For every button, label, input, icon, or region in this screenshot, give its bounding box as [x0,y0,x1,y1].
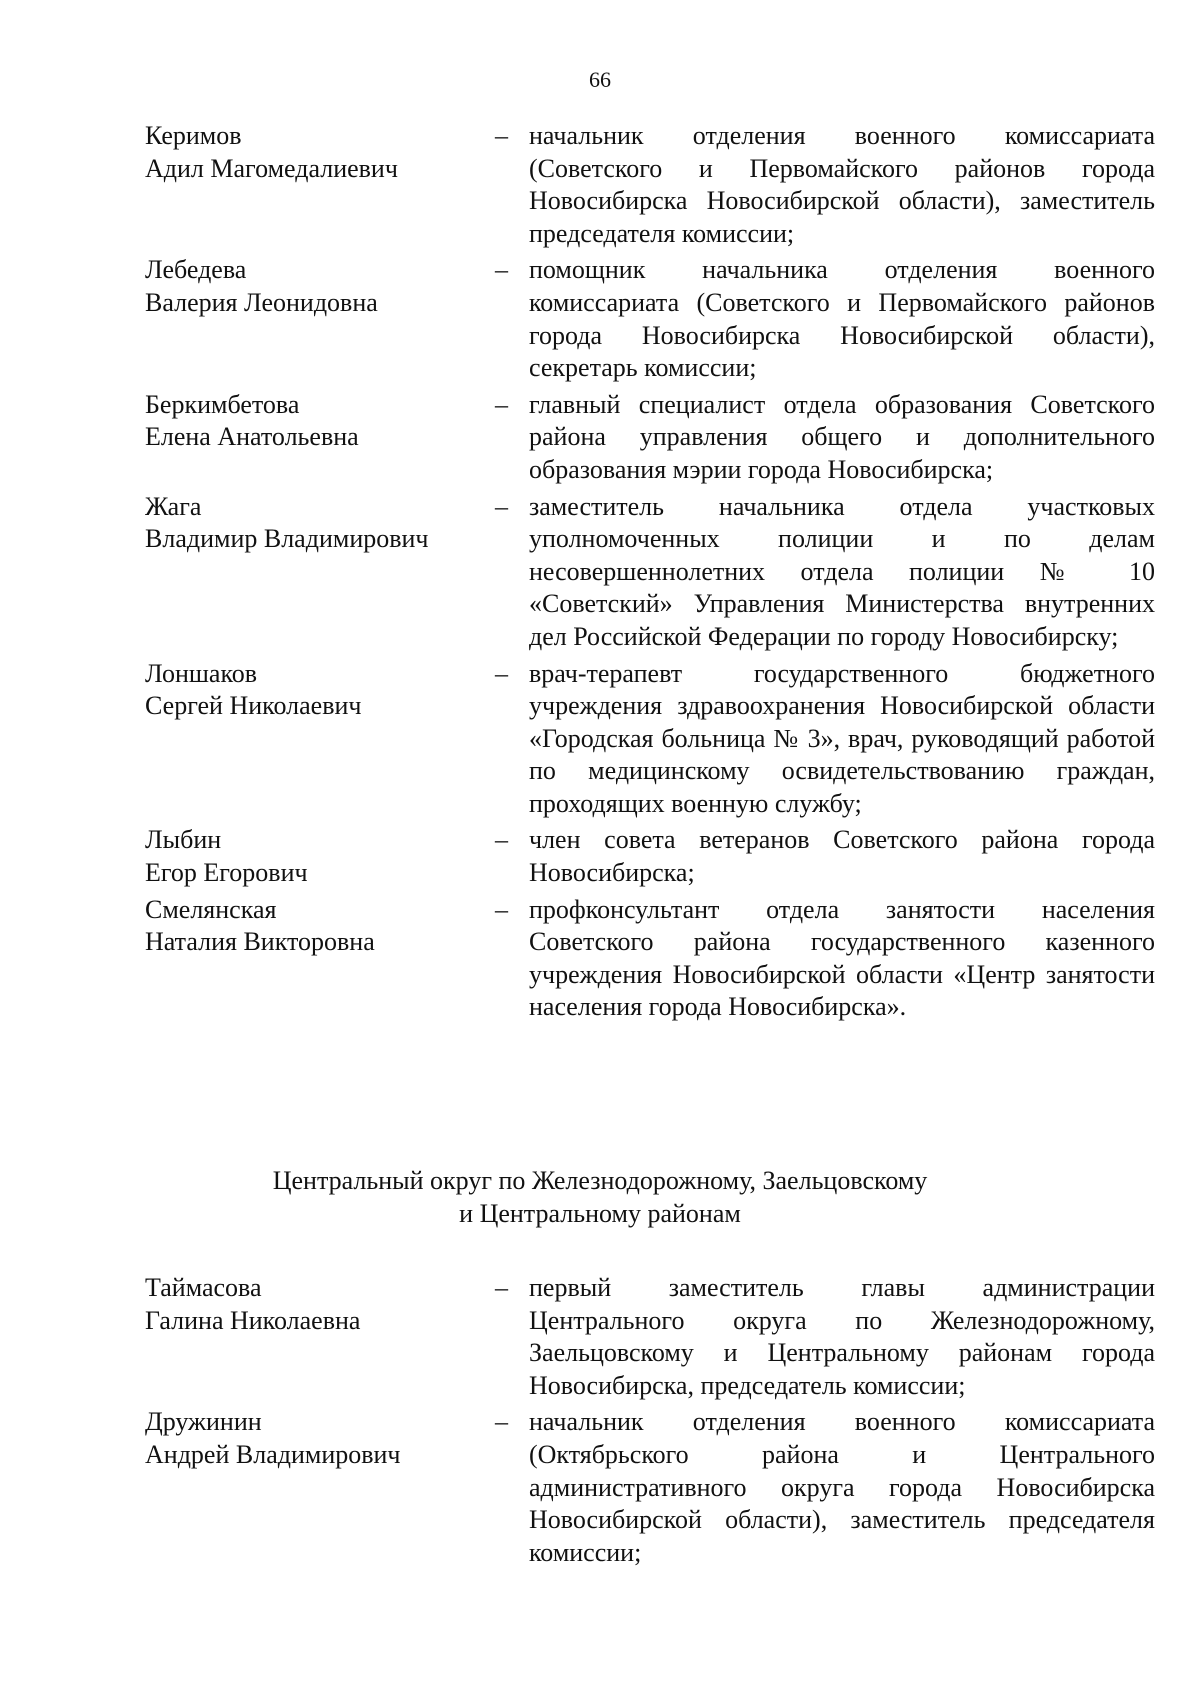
commission-members-list [145,120,1155,1028]
member-entry [145,389,1155,487]
entry-dash: – [495,255,508,285]
section-heading [0,1164,1200,1230]
member-surname: Лебедева [145,255,247,285]
member-entry [145,254,1155,384]
member-surname: Лыбин [145,825,222,855]
member-surname: Дружинин [145,1407,262,1437]
member-entry [145,824,1155,889]
member-name [145,824,495,889]
member-entry [145,658,1155,821]
member-name [145,894,495,1024]
entry-dash: – [495,491,508,521]
member-role: главный специалист отдела образования Советского района управления общего и дополнительного образования мэрии города Новосибирска; [529,389,1155,484]
entry-dash: – [495,658,508,688]
section-heading-line: и Центральному районам [459,1199,741,1228]
member-entry [145,120,1155,250]
member-surname: Беркимбетова [145,389,300,419]
member-name [145,389,495,487]
section-heading-line: Центральный округ по Железнодорожному, Заельцовскому [272,1166,928,1195]
member-given-names: Владимир Владимирович [145,524,429,554]
member-entry [145,491,1155,654]
member-given-names: Елена Анатольевна [145,422,359,452]
entry-dash: – [495,825,508,855]
entry-dash: – [495,1407,508,1437]
member-given-names: Валерия Леонидовна [145,287,378,317]
member-surname: Лоншаков [145,658,258,688]
member-name [145,658,495,821]
member-given-names: Адил Магомедалиевич [145,153,398,183]
member-role: врач-терапевт государственного бюджетного учреждения здравоохранения Новосибирской области «Городская больница № 3», врач, руководящий работой по медицинскому освидетельствованию граждан, проходящих военную службу; [529,658,1155,818]
member-given-names: Галина Николаевна [145,1305,361,1335]
member-role: член совета ветеранов Советского района города Новосибирска; [529,825,1155,888]
member-entry [145,1272,1155,1402]
member-name [145,1406,495,1569]
member-surname: Таймасова [145,1273,262,1302]
entry-dash: – [495,894,508,924]
entry-dash: – [495,1273,508,1302]
member-role: начальник отделения военного комиссариата (Советского и Первомайского районов города Новосибирска Новосибирской области), заместитель председателя комиссии; [529,121,1155,248]
member-role: помощник начальника отделения военного комиссариата (Советского и Первомайского районов города Новосибирска Новосибирской области), секретарь комиссии; [529,255,1155,383]
member-given-names: Егор Егорович [145,858,308,888]
member-given-names: Андрей Владимирович [145,1439,401,1469]
entry-dash: – [495,389,508,419]
member-name [145,1272,495,1402]
member-role: начальник отделения военного комиссариата (Октябрьского района и Центрального административного округа города Новосибирска Новосибирской области), заместитель председателя комиссии; [529,1407,1155,1567]
member-entry [145,894,1155,1024]
member-name [145,120,495,250]
member-role: заместитель начальника отдела участковых уполномоченных полиции и по делам несовершеннолетних отдела полиции № 10 «Советский» Управления Министерства внутренних дел Российской Федерации по городу Новосибирску; [529,491,1155,651]
member-name [145,254,495,384]
member-role: первый заместитель главы администрации Центрального округа по Железнодорожному, Заельцовскому и Центральному районам города Новосибирска, председатель комиссии; [529,1273,1155,1400]
member-role: профконсультант отдела занятости населения Советского района государственного казенного учреждения Новосибирской области «Центр занятости населения города Новосибирска». [529,894,1155,1022]
member-given-names: Сергей Николаевич [145,691,362,721]
member-name [145,491,495,654]
entry-dash: – [495,121,508,150]
member-surname: Керимов [145,121,242,150]
commission-members-list [145,1272,1155,1573]
page-number: 66 [589,67,611,92]
member-surname: Смелянская [145,894,277,924]
member-given-names: Наталия Викторовна [145,927,375,957]
member-surname: Жага [145,491,202,521]
member-entry [145,1406,1155,1569]
